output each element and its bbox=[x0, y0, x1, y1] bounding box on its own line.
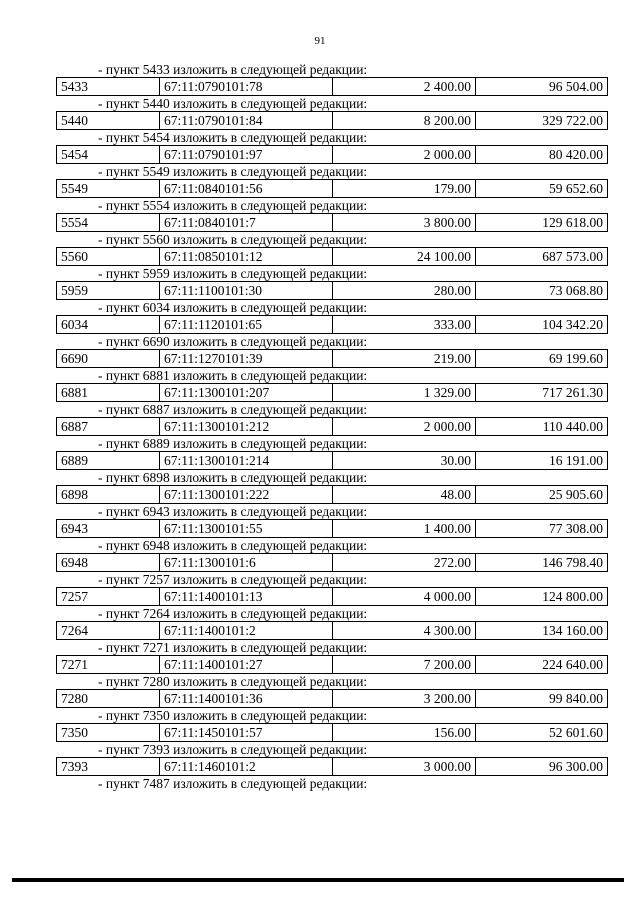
table-row bbox=[56, 417, 608, 436]
cadastral-value-cell: 104 342.20 bbox=[479, 316, 608, 333]
cadastral-number-cell: 67:11:0790101:78 bbox=[160, 78, 333, 95]
amendment-instruction: - пункт 5433 изложить в следующей редакции: bbox=[98, 62, 368, 77]
cadastral-number-cell: 67:11:0840101:7 bbox=[160, 214, 333, 231]
item-number-cell: 7350 bbox=[56, 724, 160, 741]
item-number-cell: 7280 bbox=[56, 690, 160, 707]
cadastral-number-cell: 67:11:1120101:65 bbox=[160, 316, 333, 333]
amendment-instruction: - пункт 6889 изложить в следующей редакции: bbox=[98, 436, 368, 451]
item-number-cell: 6898 bbox=[56, 486, 160, 503]
cadastral-number-cell: 67:11:0840101:56 bbox=[160, 180, 333, 197]
item-number-cell: 6889 bbox=[56, 452, 160, 469]
area-cell: 2 000.00 bbox=[423, 419, 471, 434]
amendment-instruction: - пункт 6887 изложить в следующей редакции: bbox=[98, 402, 368, 417]
item-number-cell: 6948 bbox=[56, 554, 160, 571]
item-number-cell: 6881 bbox=[56, 384, 160, 401]
cadastral-value-cell: 77 308.00 bbox=[479, 520, 608, 537]
cadastral-number-cell: 67:11:1400101:27 bbox=[160, 656, 333, 673]
cadastral-number-cell: 67:11:0790101:97 bbox=[160, 146, 333, 163]
amendment-instruction: - пункт 5454 изложить в следующей редакции: bbox=[98, 130, 368, 145]
cadastral-value-cell: 69 199.60 bbox=[479, 350, 608, 367]
amendment-instruction: - пункт 7393 изложить в следующей редакции: bbox=[98, 742, 368, 757]
cadastral-value-cell: 146 798.40 bbox=[479, 554, 608, 571]
item-number-cell: 5549 bbox=[56, 180, 160, 197]
amendment-instruction: - пункт 6943 изложить в следующей редакции: bbox=[98, 504, 368, 519]
area-cell: 48.00 bbox=[440, 487, 471, 502]
area-cell: 24 100.00 bbox=[417, 249, 471, 264]
table-row bbox=[56, 553, 608, 572]
table-row bbox=[56, 315, 608, 334]
table-row bbox=[56, 213, 608, 232]
area-cell: 156.00 bbox=[433, 725, 471, 740]
table-row bbox=[56, 519, 608, 538]
item-number-cell: 7264 bbox=[56, 622, 160, 639]
item-number-cell: 7257 bbox=[56, 588, 160, 605]
amendment-instruction: - пункт 5549 изложить в следующей редакции: bbox=[98, 164, 368, 179]
area-cell: 1 329.00 bbox=[423, 385, 471, 400]
cadastral-value-cell: 73 068.80 bbox=[479, 282, 608, 299]
amendment-instruction: - пункт 5554 изложить в следующей редакции: bbox=[98, 198, 368, 213]
cadastral-value-cell: 129 618.00 bbox=[479, 214, 608, 231]
cadastral-value-cell: 25 905.60 bbox=[479, 486, 608, 503]
cadastral-number-cell: 67:11:1300101:214 bbox=[160, 452, 333, 469]
cadastral-number-cell: 67:11:1300101:6 bbox=[160, 554, 333, 571]
area-cell: 8 200.00 bbox=[423, 113, 471, 128]
cadastral-number-cell: 67:11:1100101:30 bbox=[160, 282, 333, 299]
item-number-cell: 5433 bbox=[56, 78, 160, 95]
item-number-cell: 5454 bbox=[56, 146, 160, 163]
area-cell: 3 000.00 bbox=[423, 759, 471, 774]
cadastral-value-cell: 329 722.00 bbox=[479, 112, 608, 129]
amendment-instruction: - пункт 7280 изложить в следующей редакции: bbox=[98, 674, 368, 689]
cadastral-value-cell: 134 160.00 bbox=[479, 622, 608, 639]
document-body bbox=[56, 62, 608, 791]
amendment-instruction: - пункт 6881 изложить в следующей редакции: bbox=[98, 368, 368, 383]
amendment-instruction: - пункт 5560 изложить в следующей редакции: bbox=[98, 232, 368, 247]
cadastral-number-cell: 67:11:1300101:222 bbox=[160, 486, 333, 503]
area-cell: 179.00 bbox=[433, 181, 471, 196]
item-number-cell: 6690 bbox=[56, 350, 160, 367]
table-row bbox=[56, 451, 608, 470]
item-number-cell: 7393 bbox=[56, 758, 160, 775]
area-cell: 2 400.00 bbox=[423, 79, 471, 94]
amendment-instruction: - пункт 6034 изложить в следующей редакции: bbox=[98, 300, 368, 315]
area-cell: 272.00 bbox=[433, 555, 471, 570]
cadastral-number-cell: 67:11:1400101:13 bbox=[160, 588, 333, 605]
table-row bbox=[56, 485, 608, 504]
cadastral-value-cell: 687 573.00 bbox=[479, 248, 608, 265]
cadastral-value-cell: 99 840.00 bbox=[479, 690, 608, 707]
amendment-instruction: - пункт 7257 изложить в следующей редакции: bbox=[98, 572, 368, 587]
table-row bbox=[56, 349, 608, 368]
cadastral-number-cell: 67:11:0850101:12 bbox=[160, 248, 333, 265]
cadastral-number-cell: 67:11:1400101:36 bbox=[160, 690, 333, 707]
cadastral-value-cell: 110 440.00 bbox=[479, 418, 608, 435]
cadastral-value-cell: 96 300.00 bbox=[479, 758, 608, 775]
area-cell: 4 000.00 bbox=[423, 589, 471, 604]
cadastral-value-cell: 80 420.00 bbox=[479, 146, 608, 163]
amendment-instruction: - пункт 7271 изложить в следующей редакции: bbox=[98, 640, 368, 655]
area-cell: 3 200.00 bbox=[423, 691, 471, 706]
amendment-instruction: - пункт 6948 изложить в следующей редакции: bbox=[98, 538, 368, 553]
table-row bbox=[56, 111, 608, 130]
amendment-instruction: - пункт 7264 изложить в следующей редакции: bbox=[98, 606, 368, 621]
cadastral-number-cell: 67:11:1300101:207 bbox=[160, 384, 333, 401]
cadastral-value-cell: 59 652.60 bbox=[479, 180, 608, 197]
table-row bbox=[56, 383, 608, 402]
table-row bbox=[56, 689, 608, 708]
item-number-cell: 5560 bbox=[56, 248, 160, 265]
cadastral-number-cell: 67:11:0790101:84 bbox=[160, 112, 333, 129]
table-row bbox=[56, 145, 608, 164]
item-number-cell: 6034 bbox=[56, 316, 160, 333]
cadastral-number-cell: 67:11:1300101:212 bbox=[160, 418, 333, 435]
area-cell: 30.00 bbox=[440, 453, 471, 468]
table-row bbox=[56, 77, 608, 96]
item-number-cell: 6943 bbox=[56, 520, 160, 537]
amendment-instruction: - пункт 5959 изложить в следующей редакции: bbox=[98, 266, 368, 281]
page-number: 91 bbox=[314, 35, 326, 47]
amendment-instruction: - пункт 6898 изложить в следующей редакции: bbox=[98, 470, 368, 485]
area-cell: 280.00 bbox=[433, 283, 471, 298]
area-cell: 7 200.00 bbox=[423, 657, 471, 672]
amendment-instruction: - пункт 7350 изложить в следующей редакции: bbox=[98, 708, 368, 723]
item-number-cell: 5440 bbox=[56, 112, 160, 129]
table-row bbox=[56, 247, 608, 266]
amendment-instruction: - пункт 5440 изложить в следующей редакции: bbox=[98, 96, 368, 111]
item-number-cell: 6887 bbox=[56, 418, 160, 435]
area-cell: 219.00 bbox=[433, 351, 471, 366]
cadastral-number-cell: 67:11:1400101:2 bbox=[160, 622, 333, 639]
item-number-cell: 7271 bbox=[56, 656, 160, 673]
amendment-instruction: - пункт 7487 изложить в следующей редакции: bbox=[98, 776, 368, 791]
table-row bbox=[56, 179, 608, 198]
cadastral-number-cell: 67:11:1300101:55 bbox=[160, 520, 333, 537]
table-row bbox=[56, 621, 608, 640]
cadastral-number-cell: 67:11:1450101:57 bbox=[160, 724, 333, 741]
area-cell: 1 400.00 bbox=[423, 521, 471, 536]
item-number-cell: 5959 bbox=[56, 282, 160, 299]
cadastral-value-cell: 224 640.00 bbox=[479, 656, 608, 673]
table-row bbox=[56, 757, 608, 776]
item-number-cell: 5554 bbox=[56, 214, 160, 231]
table-row bbox=[56, 281, 608, 300]
area-cell: 3 800.00 bbox=[423, 215, 471, 230]
cadastral-value-cell: 717 261.30 bbox=[479, 384, 608, 401]
cadastral-value-cell: 16 191.00 bbox=[479, 452, 608, 469]
cadastral-value-cell: 124 800.00 bbox=[479, 588, 608, 605]
table-row bbox=[56, 655, 608, 674]
table-row bbox=[56, 587, 608, 606]
cadastral-value-cell: 96 504.00 bbox=[479, 78, 608, 95]
table-row bbox=[56, 723, 608, 742]
cadastral-value-cell: 52 601.60 bbox=[479, 724, 608, 741]
area-cell: 4 300.00 bbox=[423, 623, 471, 638]
area-cell: 2 000.00 bbox=[423, 147, 471, 162]
cadastral-number-cell: 67:11:1270101:39 bbox=[160, 350, 333, 367]
footer-rule bbox=[12, 878, 624, 882]
amendment-instruction: - пункт 6690 изложить в следующей редакции: bbox=[98, 334, 368, 349]
area-cell: 333.00 bbox=[433, 317, 471, 332]
cadastral-number-cell: 67:11:1460101:2 bbox=[160, 758, 333, 775]
